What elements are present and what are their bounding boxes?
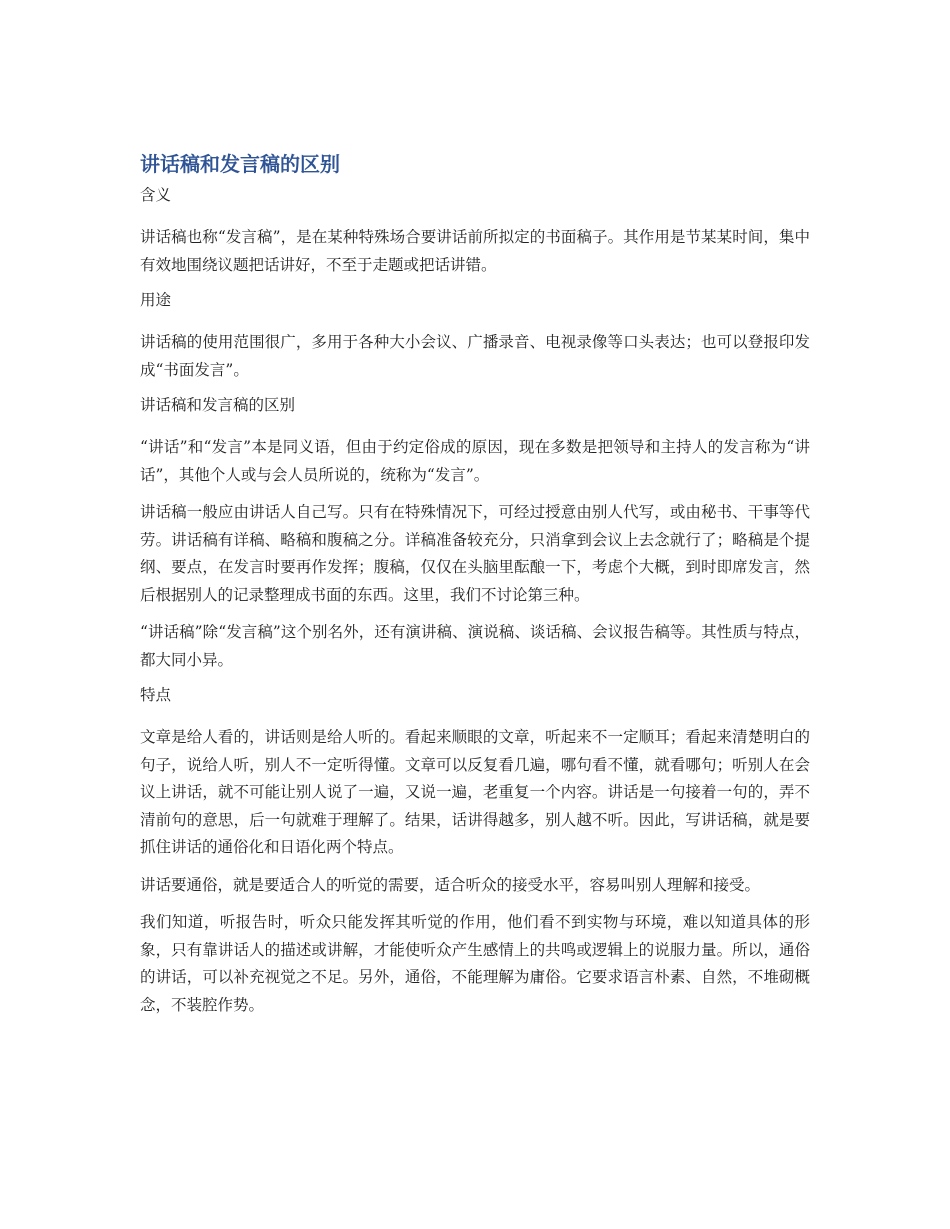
paragraph: 讲话稿也称“发言稿”，是在某种特殊场合要讲话前所拟定的书面稿子。其作用是节某某时间，集中有效地围绕议题把话讲好，不至于走题或把话讲错。 xyxy=(140,228,810,274)
paragraph: 我们知道，听报告时，听众只能发挥其听觉的作用，他们看不到实物与环境，难以知道具体的形象，只有靠讲话人的描述或讲解，才能使听众产生感情上的共鸣或逻辑上的说服力量。所以，通俗的讲话，可以补充视觉之不足。另外，通俗，不能理解为庸俗。它要求语言朴素、自然，不堆砌概念，不装腔作势。 xyxy=(140,913,810,1014)
paragraph: 文章是给人看的，讲话则是给人听的。看起来顺眼的文章，听起来不一定顺耳；看起来清楚明白的句子，说给人听，别人不一定听得懂。文章可以反复看几遍，哪句看不懂，就看哪句；听别人在会议上讲话，就不可能让别人说了一遍，又说一遍，老重复一个内容。讲话是一句接着一句的，弄不清前句的意思，后一句就难于理解了。结果，话讲得越多，别人越不听。因此，写讲话稿，就是要抓住讲话的通俗化和日语化两个特点。 xyxy=(140,728,810,856)
paragraph: 讲话要通俗，就是要适合人的听觉的需要，适合听众的接受水平，容易叫别人理解和接受。 xyxy=(140,875,761,894)
paragraph: 讲话稿的使用范围很广，多用于各种大小会议、广播录音、电视录像等口头表达；也可以登报印发成“书面发言”。 xyxy=(140,333,810,379)
document-page xyxy=(140,150,810,1029)
document-title: 讲话稿和发言稿的区别 xyxy=(140,152,340,176)
paragraph: “讲话稿”除“发言稿”这个别名外，还有演讲稿、演说稿、谈话稿、会议报告稿等。其性质与特点，都大同小异。 xyxy=(140,623,810,669)
paragraph: 讲话稿一般应由讲话人自己写。只有在特殊情况下，可经过授意由别人代写，或由秘书、干事等代劳。讲话稿有详稿、略稿和腹稿之分。详稿准备较充分，只消拿到会议上去念就行了；略稿是个提纲、要点，在发言时要再作发挥；腹稿，仅仅在头脑里酝酿一下，考虑个大概，到时即席发言，然后根据别人的记录整理成书面的东西。这里，我们不讨论第三种。 xyxy=(140,503,810,604)
section-heading-usage: 用途 xyxy=(140,291,172,309)
section-heading-features: 特点 xyxy=(140,686,172,704)
paragraph: “讲话”和“发言”本是同义语，但由于约定俗成的原因，现在多数是把领导和主持人的发言称为“讲话”，其他个人或与会人员所说的，统称为“发言”。 xyxy=(140,438,810,484)
section-heading-meaning: 含义 xyxy=(140,186,172,204)
section-heading-difference: 讲话稿和发言稿的区别 xyxy=(140,396,296,414)
